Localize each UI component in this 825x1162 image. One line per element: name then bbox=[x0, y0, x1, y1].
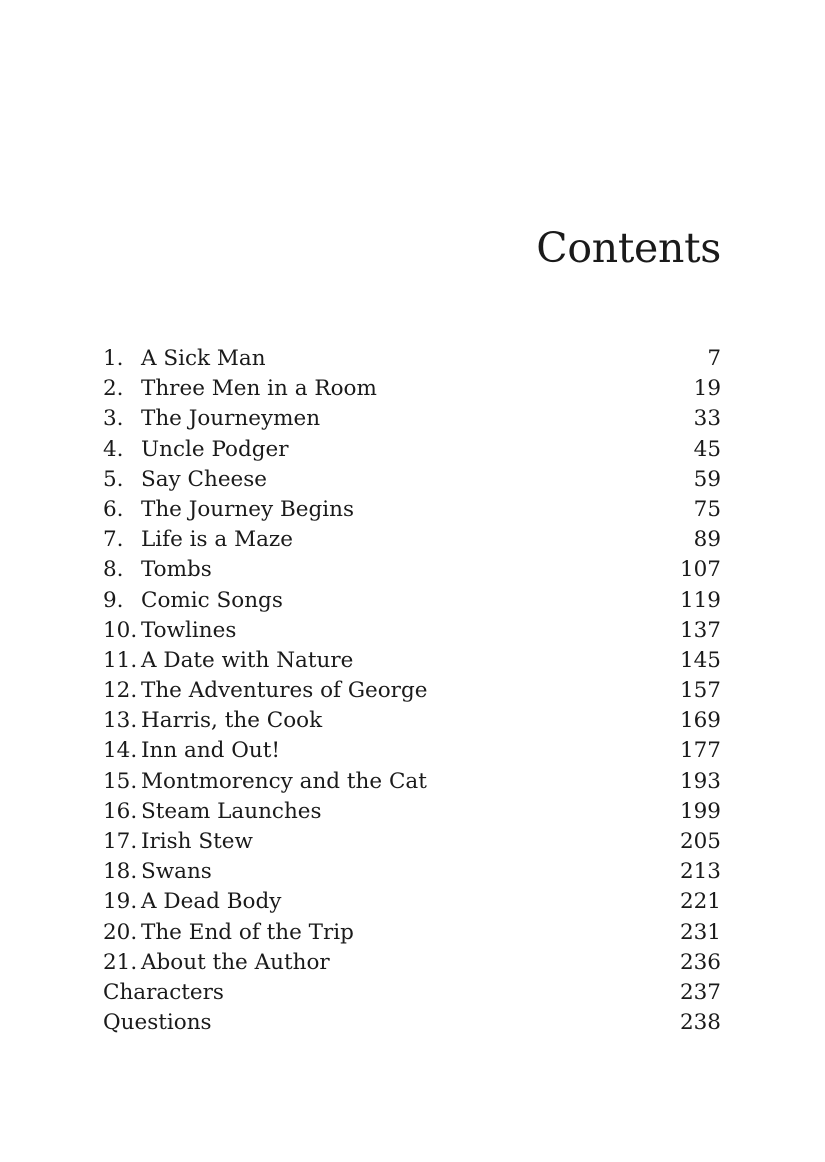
chapter-title: Life is a Maze bbox=[141, 527, 293, 553]
toc-entry[interactable] bbox=[103, 1008, 721, 1038]
chapter-number: 2. bbox=[103, 376, 124, 402]
chapter-number: 20. bbox=[103, 919, 138, 945]
chapter-number: 8. bbox=[103, 557, 124, 583]
chapter-title: Characters bbox=[103, 979, 224, 1005]
chapter-number: 13. bbox=[103, 708, 138, 734]
page-number: 137 bbox=[679, 617, 721, 643]
chapter-title: Three Men in a Room bbox=[141, 376, 377, 402]
toc-entry[interactable] bbox=[103, 767, 721, 797]
page-number: 145 bbox=[679, 647, 721, 673]
chapter-title: About the Author bbox=[141, 949, 330, 975]
toc-entry[interactable] bbox=[103, 797, 721, 827]
page-number: 236 bbox=[679, 949, 721, 975]
toc-entry[interactable] bbox=[103, 465, 721, 495]
chapter-title: Say Cheese bbox=[141, 466, 268, 492]
toc-entry[interactable] bbox=[103, 857, 721, 887]
toc-entry[interactable] bbox=[103, 374, 721, 404]
page-number: 231 bbox=[679, 919, 721, 945]
chapter-number: 10. bbox=[103, 617, 138, 643]
toc-entry[interactable] bbox=[103, 404, 721, 434]
toc-entry[interactable] bbox=[103, 495, 721, 525]
chapter-title: A Sick Man bbox=[141, 346, 266, 371]
page-number: 238 bbox=[679, 1010, 721, 1036]
chapter-title: The Adventures of George bbox=[141, 678, 428, 704]
chapter-title: Questions bbox=[103, 1010, 212, 1036]
chapter-number: 15. bbox=[103, 768, 138, 794]
chapter-title: Tombs bbox=[141, 557, 212, 583]
page-number: 169 bbox=[679, 708, 721, 734]
chapter-title: Irish Stew bbox=[141, 829, 253, 854]
chapter-number: 12. bbox=[103, 678, 138, 704]
page-number: 75 bbox=[693, 496, 721, 522]
page-number: 221 bbox=[679, 889, 721, 915]
page-number: 89 bbox=[693, 527, 721, 553]
page-number: 19 bbox=[693, 376, 721, 402]
chapter-title: The Journey Begins bbox=[141, 496, 355, 522]
chapter-number: 9. bbox=[103, 587, 124, 613]
page-number: 157 bbox=[679, 678, 721, 704]
chapter-title: Swans bbox=[141, 859, 212, 885]
page-number: 33 bbox=[693, 406, 721, 432]
chapter-title: The End of the Trip bbox=[141, 919, 354, 945]
chapter-title: Montmorency and the Cat bbox=[141, 768, 427, 794]
toc-entry[interactable] bbox=[103, 978, 721, 1008]
chapter-title: A Dead Body bbox=[141, 889, 282, 915]
page-number: 177 bbox=[679, 738, 721, 764]
toc-entry[interactable] bbox=[103, 887, 721, 917]
chapter-number: 19. bbox=[103, 889, 138, 915]
chapter-title: Towlines bbox=[141, 617, 237, 643]
toc-entry[interactable] bbox=[103, 948, 721, 978]
toc-entry[interactable] bbox=[103, 435, 721, 465]
chapter-number: 17. bbox=[103, 829, 138, 854]
chapter-number: 16. bbox=[103, 798, 138, 824]
toc-entry[interactable] bbox=[103, 706, 721, 736]
chapter-title: Steam Launches bbox=[141, 798, 322, 824]
toc-entry[interactable] bbox=[103, 344, 721, 374]
page-number: 205 bbox=[679, 829, 721, 854]
chapter-number: 18. bbox=[103, 859, 138, 885]
chapter-number: 5. bbox=[103, 466, 124, 492]
toc-entry[interactable] bbox=[103, 525, 721, 555]
page-number: 7 bbox=[707, 346, 721, 371]
chapter-number: 11. bbox=[103, 647, 138, 673]
chapter-title: Comic Songs bbox=[141, 587, 283, 613]
chapter-title: Uncle Podger bbox=[141, 436, 289, 462]
chapter-number: 3. bbox=[103, 406, 124, 432]
chapter-number: 21. bbox=[103, 949, 138, 975]
page-number: 213 bbox=[679, 859, 721, 885]
chapter-number: 4. bbox=[103, 436, 124, 462]
page-number: 59 bbox=[693, 466, 721, 492]
toc-entry[interactable] bbox=[103, 736, 721, 766]
toc-entry[interactable] bbox=[103, 918, 721, 948]
chapter-title: The Journeymen bbox=[141, 406, 321, 432]
toc-entry[interactable] bbox=[103, 827, 721, 857]
page-number: 193 bbox=[679, 768, 721, 794]
toc-entry[interactable] bbox=[103, 646, 721, 676]
toc-entry[interactable] bbox=[103, 555, 721, 585]
chapter-number: 6. bbox=[103, 496, 124, 522]
page-number: 199 bbox=[679, 798, 721, 824]
page-number: 45 bbox=[693, 436, 721, 462]
chapter-number: 14. bbox=[103, 738, 138, 764]
table-of-contents bbox=[103, 344, 721, 1038]
toc-entry[interactable] bbox=[103, 676, 721, 706]
page-title: Contents bbox=[536, 224, 721, 272]
page-number: 107 bbox=[679, 557, 721, 583]
toc-entry[interactable] bbox=[103, 616, 721, 646]
toc-entry[interactable] bbox=[103, 586, 721, 616]
chapter-title: A Date with Nature bbox=[141, 647, 354, 673]
chapter-title: Harris, the Cook bbox=[141, 708, 323, 734]
chapter-number: 1. bbox=[103, 346, 124, 371]
chapter-number: 7. bbox=[103, 527, 124, 553]
page-number: 119 bbox=[679, 587, 721, 613]
chapter-title: Inn and Out! bbox=[141, 738, 281, 764]
page-number: 237 bbox=[679, 979, 721, 1005]
